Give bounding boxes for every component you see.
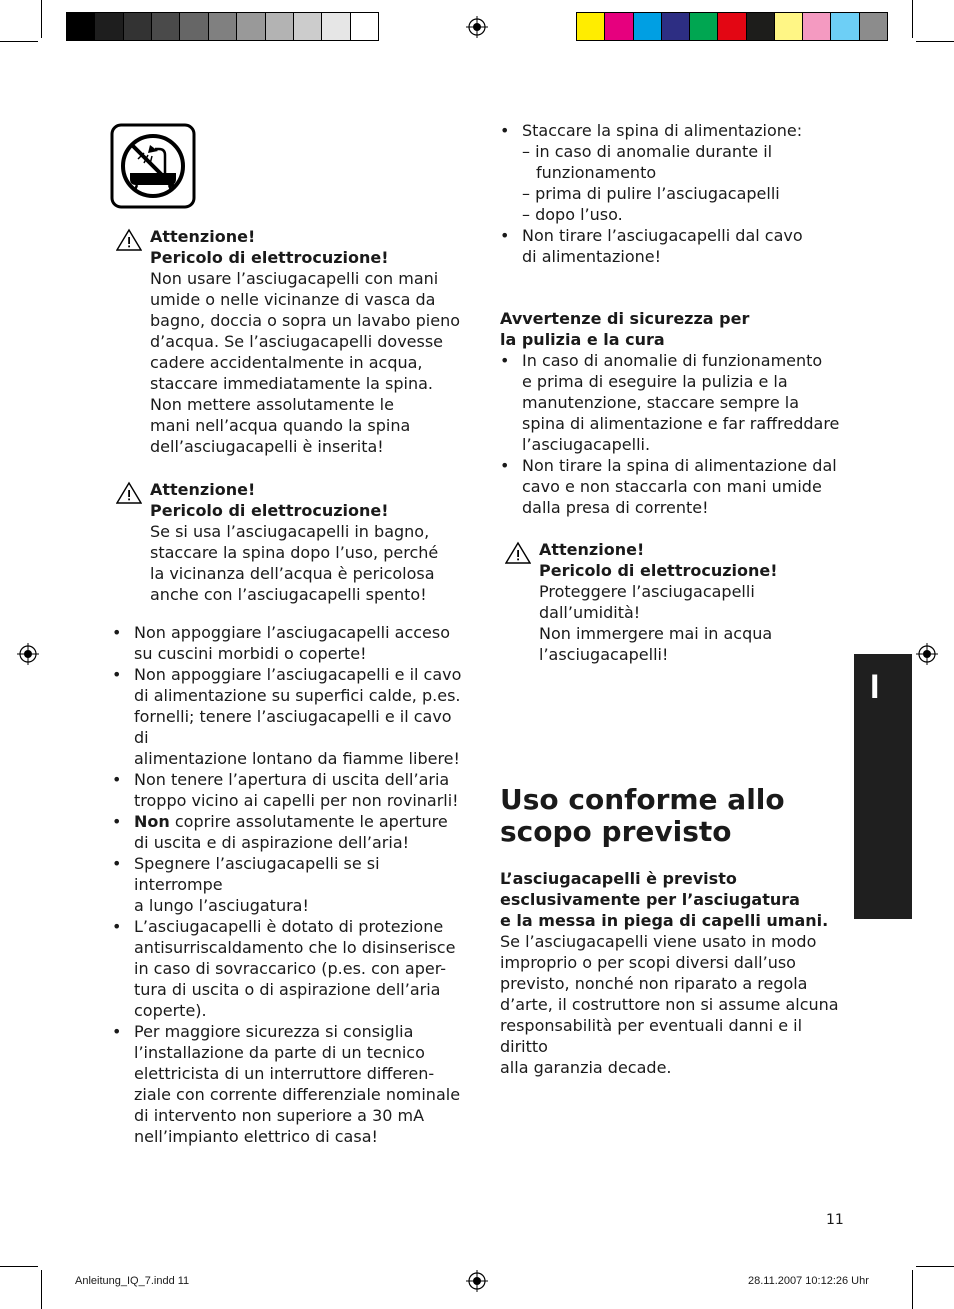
crop-mark xyxy=(41,0,42,38)
crop-mark xyxy=(916,1266,954,1267)
warning-text-line: Non immergere mai in acqua xyxy=(539,624,773,643)
warning-text-line: mani nell’acqua quando la spina xyxy=(150,416,411,435)
list-item xyxy=(500,225,840,267)
swatch xyxy=(747,13,775,40)
cleaning-safety-section xyxy=(500,308,840,518)
bullet-text: a lungo l’asciugatura! xyxy=(134,896,309,915)
bullet-text: coperte). xyxy=(134,1001,207,1020)
warning-title: Attenzione! xyxy=(150,227,256,246)
list-item xyxy=(500,350,840,455)
swatch xyxy=(237,13,265,40)
bullet-text: • Non tirare la spina di alimentazione dal xyxy=(522,456,837,475)
body-text-line: previsto, nonché non riparato a regola xyxy=(500,974,808,993)
grayscale-calibration-bar xyxy=(66,12,379,41)
swatch xyxy=(209,13,237,40)
warning-text-line: dell’asciugacapelli è inserita! xyxy=(150,437,384,456)
language-tab xyxy=(854,654,912,919)
warning-title: Attenzione! xyxy=(539,540,645,559)
bullet-text: di alimentazione su superfici calde, p.es. xyxy=(134,686,461,705)
list-item xyxy=(112,853,462,916)
warning-text-line: la vicinanza dell’acqua è pericolosa xyxy=(150,564,435,583)
crop-mark xyxy=(0,41,38,42)
body-text-line: Se l’asciugacapelli viene usato in modo xyxy=(500,932,817,951)
bullet-text: di intervento non superiore a 30 mA xyxy=(134,1106,425,1125)
bullet-text: fornelli; tenere l’asciugacapelli e il cavo di xyxy=(134,707,452,747)
warning-subtitle: Pericolo di elettrocuzione! xyxy=(539,561,778,580)
sub-item: funzionamento xyxy=(536,163,657,182)
sub-item: – prima di pulire l’asciugacapelli xyxy=(522,184,780,203)
registration-mark-icon xyxy=(17,643,39,665)
swatch xyxy=(67,13,95,40)
swatch xyxy=(718,13,746,40)
bullet-text: nell’impianto elettrico di casa! xyxy=(134,1127,378,1146)
section-heading: Avvertenze di sicurezza per xyxy=(500,309,750,328)
crop-mark xyxy=(41,1270,42,1309)
color-calibration-bar xyxy=(576,12,888,41)
section-heading: la pulizia e la cura xyxy=(500,330,665,349)
bullet-text: cavo e non staccarla con mani umide xyxy=(522,477,822,496)
list-item xyxy=(112,1021,462,1147)
warning-triangle-icon xyxy=(505,541,531,565)
footer-timestamp: 28.11.2007 10:12:26 Uhr xyxy=(748,1275,869,1287)
sub-item: – dopo l’uso. xyxy=(522,205,623,224)
bullet-text xyxy=(134,811,462,832)
section-title-line: Uso conforme allo xyxy=(500,783,785,816)
swatch xyxy=(662,13,690,40)
warning-subtitle: Pericolo di elettrocuzione! xyxy=(150,501,389,520)
registration-mark-icon xyxy=(466,16,488,38)
swatch xyxy=(803,13,831,40)
bullet-text: antisurriscaldamento che lo disinserisce xyxy=(134,938,456,957)
intended-use-statement: L’asciugacapelli è previsto xyxy=(500,869,737,888)
sub-item: – in caso di anomalie durante il xyxy=(522,142,773,161)
registration-mark-icon xyxy=(466,1270,488,1292)
swatch xyxy=(266,13,294,40)
swatch xyxy=(605,13,633,40)
swatch xyxy=(152,13,180,40)
section-title-line: scopo previsto xyxy=(500,815,732,848)
crop-mark xyxy=(916,41,954,42)
language-tab-letter: I xyxy=(870,668,880,706)
warning-text-line: l’asciugacapelli! xyxy=(539,645,669,664)
warning-text-line: cadere accidentalmente in acqua, xyxy=(150,353,423,372)
unplug-instructions xyxy=(500,120,840,267)
warning-text-line: dall’umidità! xyxy=(539,603,641,622)
bullet-text: l’asciugacapelli. xyxy=(522,435,651,454)
swatch xyxy=(775,13,803,40)
crop-mark xyxy=(912,1270,913,1309)
list-item xyxy=(112,622,462,664)
swatch xyxy=(351,13,378,40)
swatch xyxy=(860,13,887,40)
bullet-text: • Non appoggiare l’asciugacapelli e il cavo xyxy=(134,665,462,684)
bullet-text: tura di uscita o di aspirazione dell’aria xyxy=(134,980,441,999)
intended-use-statement: esclusivamente per l’asciugatura xyxy=(500,890,800,909)
warning-text-line: bagno, doccia o sopra un lavabo pieno xyxy=(150,311,461,330)
swatch xyxy=(322,13,350,40)
warning-title: Attenzione! xyxy=(150,480,256,499)
bullet-text: • In caso di anomalie di funzionamento xyxy=(522,351,823,370)
body-text-line: d’arte, il costruttore non si assume alcuna xyxy=(500,995,839,1014)
bullet-text: • Per maggiore sicurezza si consiglia xyxy=(134,1022,414,1041)
section-title xyxy=(500,784,840,848)
warning-text-line: Proteggere l’asciugacapelli xyxy=(539,582,755,601)
bullet-text: coprire assolutamente le aperture xyxy=(174,812,448,831)
bullet-text: spina di alimentazione e far raffreddare xyxy=(522,414,840,433)
bullet-text: ziale con corrente differenziale nominale xyxy=(134,1085,461,1104)
warning-text-line: d’acqua. Se l’asciugacapelli dovesse xyxy=(150,332,444,351)
warning-text-line: staccare la spina dopo l’uso, perché xyxy=(150,543,439,562)
bullet-text: in caso di sovraccarico (p.es. con aper- xyxy=(134,959,447,978)
warning-text-line: Non mettere assolutamente le xyxy=(150,395,394,414)
registration-mark-icon xyxy=(916,643,938,665)
intended-use-section xyxy=(500,784,840,1078)
swatch xyxy=(294,13,322,40)
bullet-text: • Staccare la spina di alimentazione: xyxy=(522,121,803,140)
bullet-text: • Non appoggiare l’asciugacapelli acceso xyxy=(134,623,451,642)
body-text-line: alla garanzia decade. xyxy=(500,1058,672,1077)
list-item xyxy=(112,664,462,769)
safety-bullet-list xyxy=(112,622,462,1147)
footer-filename: Anleitung_IQ_7.indd 11 xyxy=(75,1275,190,1287)
bullet-text: • Non tirare l’asciugacapelli dal cavo xyxy=(522,226,803,245)
bullet-text: alimentazione lontano da fiamme libere! xyxy=(134,749,460,768)
swatch xyxy=(180,13,208,40)
swatch xyxy=(124,13,152,40)
bullet-text: di alimentazione! xyxy=(522,247,662,266)
warning-text-line: umide o nelle vicinanze di vasca da xyxy=(150,290,436,309)
list-item xyxy=(112,811,462,853)
list-item xyxy=(500,120,840,225)
swatch xyxy=(634,13,662,40)
swatch xyxy=(577,13,605,40)
crop-mark xyxy=(912,0,913,38)
warning-text-line: Se si usa l’asciugacapelli in bagno, xyxy=(150,522,430,541)
body-text-line: responsabilità per eventuali danni e il diritto xyxy=(500,1016,803,1056)
list-item xyxy=(112,769,462,811)
swatch xyxy=(95,13,123,40)
warning-triangle-icon xyxy=(116,228,142,252)
warning-subtitle: Pericolo di elettrocuzione! xyxy=(150,248,389,267)
no-water-bathtub-icon xyxy=(110,123,196,209)
body-text-line: improprio o per scopi diversi dall’uso xyxy=(500,953,796,972)
bullet-text: l’installazione da parte di un tecnico xyxy=(134,1043,425,1062)
list-item xyxy=(500,455,840,518)
page-number: 11 xyxy=(826,1212,844,1228)
bullet-text: • Non tenere l’apertura di uscita dell’aria xyxy=(134,770,450,789)
bullet-text: elettricista di un interruttore differen- xyxy=(134,1064,435,1083)
bullet-text: di uscita e di aspirazione dell’aria! xyxy=(134,833,410,852)
bullet-text: • Spegnere l’asciugacapelli se si interrompe xyxy=(134,854,380,894)
crop-mark xyxy=(0,1266,38,1267)
warning-text-line: Non usare l’asciugacapelli con mani xyxy=(150,269,439,288)
bullet-text: dalla presa di corrente! xyxy=(522,498,709,517)
list-item xyxy=(112,916,462,1021)
bullet-text: manutenzione, staccare sempre la xyxy=(522,393,800,412)
bullet-text: • L’asciugacapelli è dotato di protezione xyxy=(134,917,444,936)
intended-use-statement: e la messa in piega di capelli umani. xyxy=(500,911,829,930)
warning-text-line: anche con l’asciugacapelli spento! xyxy=(150,585,427,604)
warning-triangle-icon xyxy=(116,481,142,505)
swatch xyxy=(690,13,718,40)
bullet-text: su cuscini morbidi o coperte! xyxy=(134,644,367,663)
emphasis: Non xyxy=(134,812,170,831)
swatch xyxy=(831,13,859,40)
bullet-text: troppo vicino ai capelli per non rovinarli! xyxy=(134,791,459,810)
bullet-text: e prima di eseguire la pulizia e la xyxy=(522,372,788,391)
warning-text-line: staccare immediatamente la spina. xyxy=(150,374,433,393)
